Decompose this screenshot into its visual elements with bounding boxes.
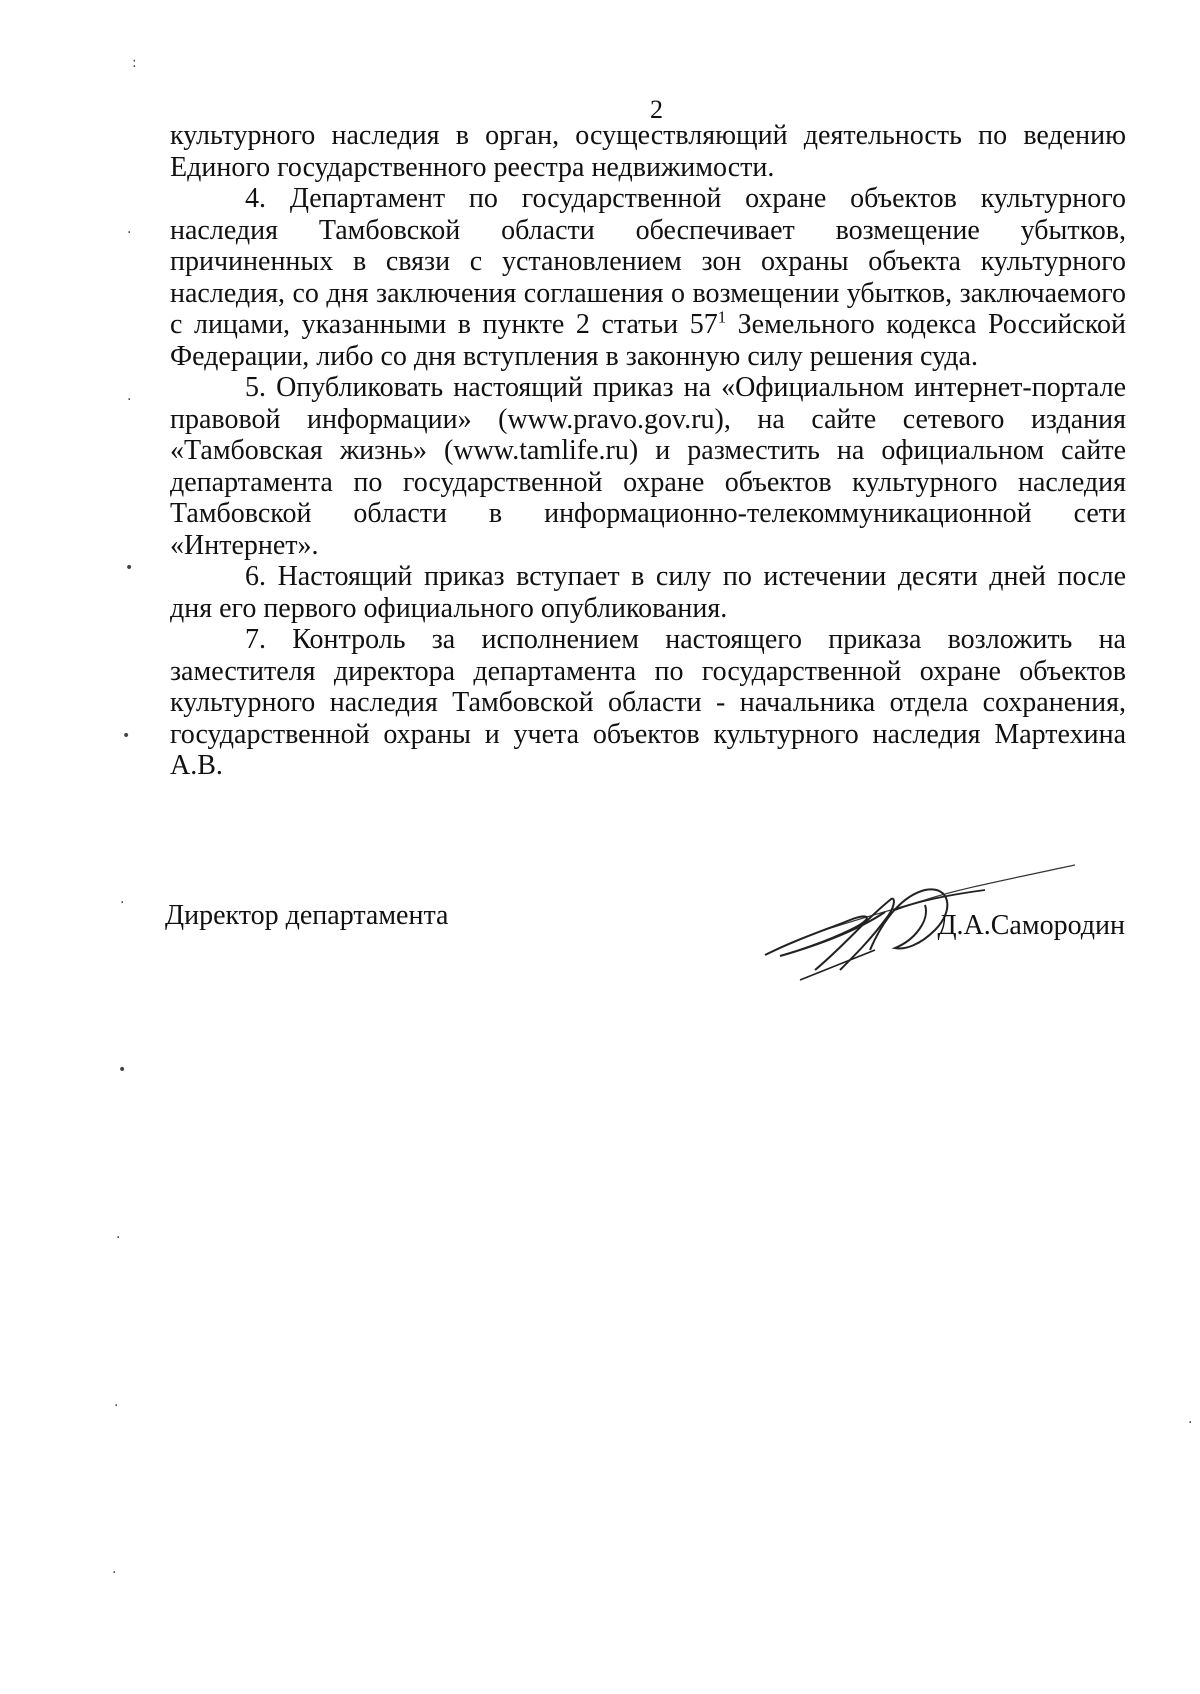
page-number: 2 bbox=[650, 95, 663, 124]
document-body bbox=[170, 120, 1126, 782]
scan-mark: · bbox=[112, 1565, 117, 1581]
scan-mark: · bbox=[127, 392, 132, 408]
scan-mark: · bbox=[120, 895, 125, 911]
scan-mark: · bbox=[1188, 1415, 1193, 1431]
scan-mark: • bbox=[118, 1062, 127, 1078]
signer-name: Д.А.Самородин bbox=[937, 910, 1125, 941]
paragraph-continuation: культурного наследия в орган, осуществляющий деятельность по ведению Единого государственного реестра недвижимости. bbox=[170, 120, 1126, 183]
paragraph-7: 7. Контроль за исполнением настоящего приказа возложить на заместителя директора департамента по государственной охране объектов культурного наследия Тамбовской области - начальника отдела сохранения, государственной охраны и учета объектов культурного наследия Мартехина А.В. bbox=[170, 624, 1126, 781]
paragraph-4-superscript: 1 bbox=[717, 307, 727, 327]
scan-mark: · bbox=[116, 1230, 121, 1246]
scan-mark: : bbox=[132, 55, 137, 71]
scan-mark: • bbox=[125, 560, 134, 576]
paragraph-5: 5. Опубликовать настоящий приказ на «Официальном интернет-портале правовой информации» (www.pravo.gov.ru), на сайте сетевого издания «Тамбовская жизнь» (www.tamlife.ru) и разместить на официальном сайте департамента по государственной охране объектов культурного наследия Тамбовской области в информационно-телекоммуникационной сети «Интернет». bbox=[170, 372, 1126, 561]
scan-mark: • bbox=[122, 728, 131, 744]
signature-block bbox=[165, 890, 1125, 980]
paragraph-6: 6. Настоящий приказ вступает в силу по истечении десяти дней после дня его первого официального опубликования. bbox=[170, 561, 1126, 624]
scan-mark: · bbox=[114, 1398, 119, 1414]
scan-mark: · bbox=[127, 225, 132, 241]
paragraph-4-text-start: 4. Департамент по государственной охране объектов культурного наследия Тамбовской области обеспечивает возмещение убытков, причиненных в связи с установлением зон охраны объекта культурного наследия, со дня заключения соглашения о возмещении убытков, заключаемого с лицами, указанными в пункте 2 статьи 57 bbox=[170, 183, 1126, 340]
signer-position: Директор департамента bbox=[165, 900, 449, 931]
paragraph-4-text-end: Земельного кодекса Российской Федерации, либо со дня вступления в законную силу решения суда. bbox=[170, 309, 1126, 372]
paragraph-4 bbox=[170, 183, 1126, 372]
